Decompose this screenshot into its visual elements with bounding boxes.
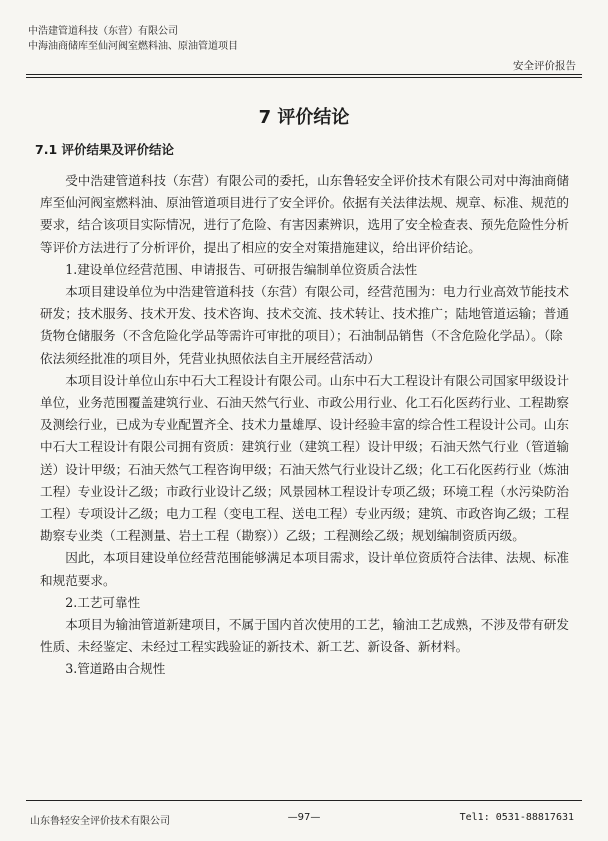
- paragraph: 受中浩建管道科技（东营）有限公司的委托，山东鲁轻安全评价技术有限公司对中海油商储库至仙河阀室燃料油、原油管道项目进行了安全评价。依据有关法律法规、规章、标准、规范的要求，结合该项目实际情况，进行了危险、有害因素辨识，选用了安全检查表、预先危险性分析等评价方法进行了分析评价，提出了相应的安全对策措施建议，给出评价结论。: [40, 173, 569, 255]
- paragraph: 本项目建设单位为中浩建管道科技（东营）有限公司，经营范围为：电力行业高效节能技术研发；技术服务、技术开发、技术咨询、技术交流、技术转让、技术推广；陆地管道运输；普通货物仓储服务（不含危险化学品等需许可审批的项目）；石油制品销售（不含危险化学品）。（除依法须经批准的项目外，凭营业执照依法自主开展经营活动）: [40, 284, 569, 366]
- subheading: 2.工艺可靠性: [65, 594, 141, 610]
- paragraph: 本项目设计单位山东中石大工程设计有限公司。山东中石大工程设计有限公司国家甲级设计单位，业务范围覆盖建筑行业、石油天然气行业、市政公用行业、化工石化医药行业、工程勘察及测绘行业，已成为专业配置齐全、技术力量雄厚、设计经验丰富的综合性工程设计公司。山东中石大工程设计有限公司拥有资质：建筑行业（建筑工程）设计甲级；石油天然气行业（管道输送）设计甲级；石油天然气工程咨询甲级；石油天然气行业设计乙级；化工石化医药行业（炼油工程）专业设计乙级；市政行业设计乙级；风景园林工程设计专项乙级；环境工程（水污染防治工程）专项设计乙级；电力工程（变电工程、送电工程）专业丙级；建筑、市政咨询乙级；工程勘察专业类（工程测量、岩土工程（勘察））乙级；工程测绘乙级；规划编制资质丙级。: [40, 372, 569, 544]
- footer-divider: [26, 800, 582, 801]
- header-divider: [26, 74, 582, 75]
- header-report-type: 安全评价报告: [513, 60, 576, 72]
- header-company: 中浩建管道科技（东营）有限公司: [28, 26, 178, 37]
- subheading: 3.管道路由合规性: [65, 661, 166, 677]
- footer-company: 山东鲁轻安全评价技术有限公司: [30, 816, 170, 827]
- subheading: 1.建设单位经营范围、申请报告、可研报告编制单位资质合法性: [65, 261, 418, 277]
- header-divider-thin: [26, 77, 582, 78]
- page-number: —97—: [287, 812, 321, 823]
- body-text: [40, 170, 574, 681]
- paragraph: 因此，本项目建设单位经营范围能够满足本项目需求，设计单位资质符合法律、法规、标准和规范要求。: [40, 550, 569, 588]
- section-title: 7.1 评价结果及评价结论: [35, 142, 174, 157]
- paragraph: 本项目为输油管道新建项目，不属于国内首次使用的工艺，输油工艺成熟，不涉及带有研发性质、未经鉴定、未经过工程实践验证的新技术、新工艺、新设备、新材料。: [40, 617, 569, 655]
- header-project: 中海油商储库至仙河阀室燃料油、原油管道项目: [28, 41, 238, 52]
- chapter-title: 7 评价结论: [258, 107, 350, 128]
- footer-tel: Tel1: 0531-88817631: [459, 812, 574, 823]
- page-header-left: [28, 24, 238, 54]
